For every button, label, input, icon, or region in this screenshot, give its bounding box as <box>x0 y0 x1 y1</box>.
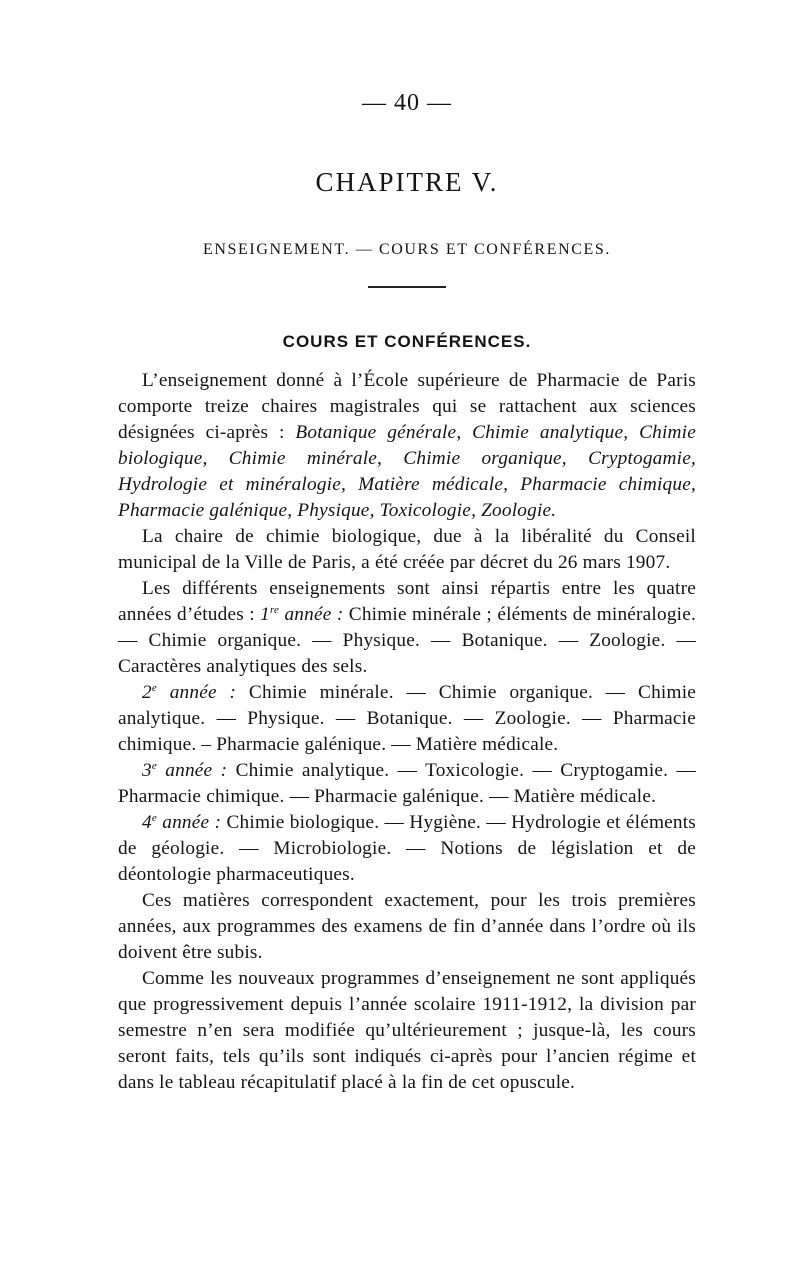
paragraph-year-2 <box>118 680 696 758</box>
paragraph-year-4 <box>118 810 696 888</box>
paragraph-year-3 <box>118 758 696 810</box>
year-2-number: 2 <box>142 682 152 703</box>
year-3-number: 3 <box>142 760 152 781</box>
year-2-ordinal: e <box>151 682 157 694</box>
year-1-number: 1 <box>260 604 270 625</box>
page-number: — 40 — <box>362 90 452 116</box>
year-4-ordinal: e <box>151 812 157 824</box>
paragraph-exam-correspondence: Ces matières correspondent exactement, pour les trois premières années, aux programmes des examens de fin d’année dans l’ordre où ils doivent être subis. <box>118 890 696 963</box>
year-4-label <box>142 812 221 833</box>
section-divider <box>368 286 446 288</box>
paragraph-chairs-intro: L’enseignement donné à l’École supérieure de Pharmacie de Paris comporte treize chaires magistrales qui se rattachent aux sciences désignées ci-après : <box>118 370 696 443</box>
paragraph-year-1 <box>118 576 696 680</box>
year-1-label <box>260 604 343 625</box>
paragraph-new-programs: Comme les nouveaux programmes d’enseignement ne sont appliqués que progressivement depuis l’année scolaire 1911-1912, la division par semestre n’en sera modifiée qu’ultérieurement ; jusque-là, les cours seront faits, tels qu’ils sont indiqués ci-après pour l’ancien régime et dans le tableau récapitulatif placé à la fin de cet opuscule. <box>118 968 696 1093</box>
year-1-word: année : <box>279 604 344 625</box>
year-2-label <box>142 682 236 703</box>
year-3-word: année : <box>156 760 228 781</box>
section-heading: COURS ET CONFÉRENCES. <box>282 332 532 351</box>
subjects-list: Botanique générale, Chimie analytique, Chimie biologique, Chimie minérale, Chimie organique, Cryptogamie, Hydrologie et minéralogie, Matière médicale, Pharmacie chimique, Pharmacie galénique, Physique, Toxicologie, Zoologie. <box>118 422 696 521</box>
body-text <box>118 368 696 1096</box>
year-4-subjects: Chimie biologique. — Hygiène. — Hydrologie et éléments de géologie. — Microbiologie. — Notions de législation et de déontologie pharmaceutiques. <box>118 812 697 885</box>
document-page <box>118 90 696 1096</box>
year-3-ordinal: e <box>151 760 157 772</box>
year-2-word: année : <box>156 682 237 703</box>
paragraph-years-intro: Les différents enseignements sont ainsi répartis entre les quatre années d’études : <box>118 578 696 625</box>
chapter-title: CHAPITRE V. <box>315 167 499 197</box>
year-3-label <box>142 760 227 781</box>
year-1-subjects: Chimie minérale ; éléments de minéralogie. — Chimie organique. — Physique. — Botanique. — Zoologie. — Caractères analytiques des sels. <box>118 604 696 677</box>
year-4-number: 4 <box>142 812 152 833</box>
paragraph-chairs <box>118 368 696 524</box>
year-3-subjects: Chimie analytique. — Toxicologie. — Cryptogamie. — Pharmacie chimique. — Pharmacie galénique. — Matière médicale. <box>118 760 696 807</box>
year-4-word: année : <box>156 812 222 833</box>
year-1-ordinal: re <box>269 604 280 616</box>
chapter-subtitle: ENSEIGNEMENT. — COURS ET CONFÉRENCES. <box>203 241 611 258</box>
paragraph-biological-chemistry: La chaire de chimie biologique, due à la libéralité du Conseil municipal de la Ville de Paris, a été créée par décret du 26 mars 1907. <box>118 526 696 573</box>
year-2-subjects: Chimie minérale. — Chimie organique. — Chimie analytique. — Physique. — Botanique. — Zoologie. — Pharmacie chimique. – Pharmacie galénique. — Matière médicale. <box>118 682 697 755</box>
